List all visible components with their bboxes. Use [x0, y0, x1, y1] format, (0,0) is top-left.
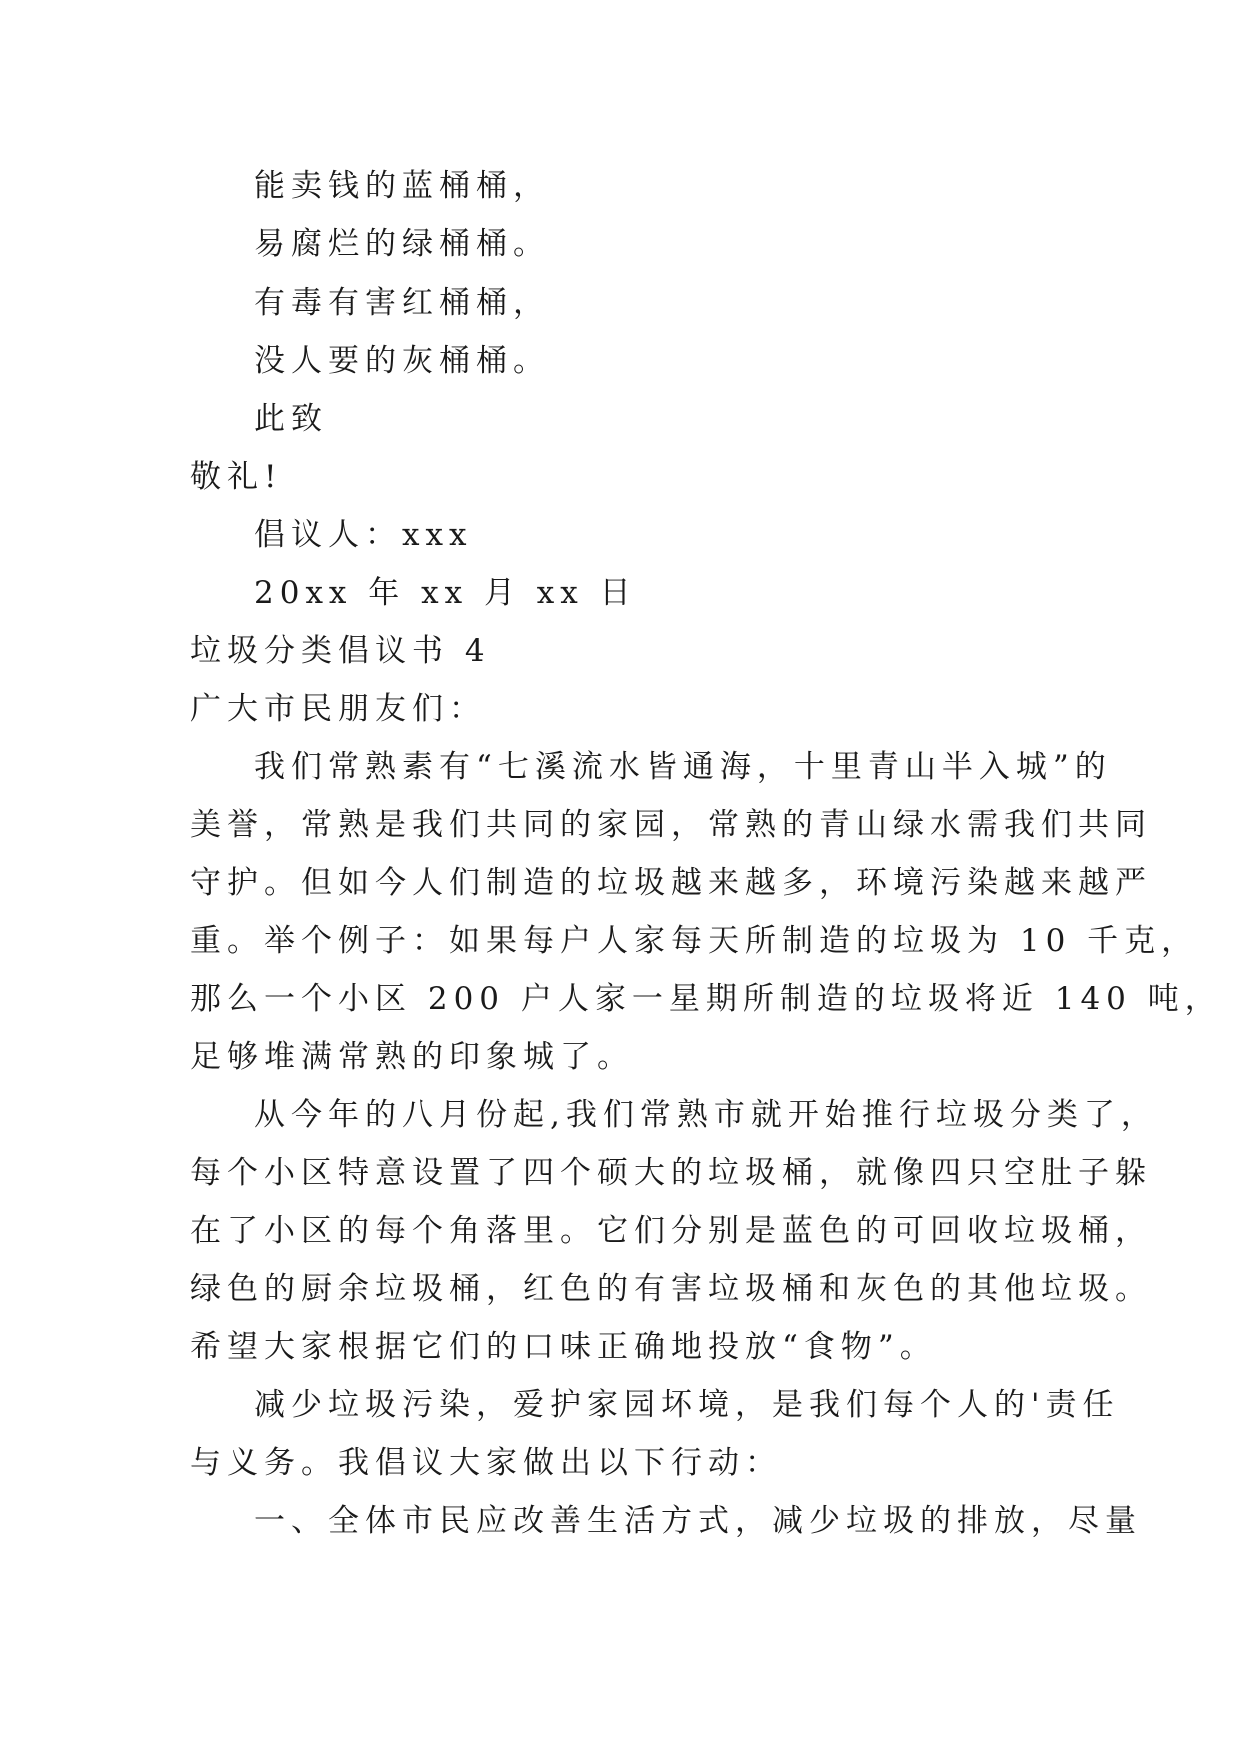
signature-date: 20xx 年 xx 月 xx 日: [254, 575, 637, 611]
poem-line-2: 易腐烂的绿桶桶。: [254, 226, 550, 262]
greeting: 广大市民朋友们：: [190, 691, 486, 727]
section-title: 垃圾分类倡议书 4: [190, 633, 491, 669]
paragraph-1-line-1: 我们常熟素有“七溪流水皆通海，十里青山半入城”的: [254, 749, 1112, 785]
paragraph-3-line-1: 减少垃圾污染，爱护家园坏境，是我们每个人的'责任: [254, 1387, 1120, 1423]
closing-regards: 敬礼!: [190, 459, 283, 495]
paragraph-2-line-1: 从今年的八月份起,我们常熟市就开始推行垃圾分类了，: [254, 1097, 1158, 1133]
paragraph-1-line-4: 重。举个例子：如果每户人家每天所制造的垃圾为 10 千克，: [190, 923, 1199, 959]
paragraph-4-line-1: 一、全体市民应改善生活方式，减少垃圾的排放，尽量: [254, 1503, 1142, 1539]
paragraph-2-line-5: 希望大家根据它们的口味正确地投放“食物”。: [190, 1329, 937, 1365]
poem-line-3: 有毒有害红桶桶，: [254, 285, 550, 321]
paragraph-1-line-3: 守护。但如今人们制造的垃圾越来越多，环境污染越来越严: [190, 865, 1152, 901]
paragraph-2-line-3: 在了小区的每个角落里。它们分别是蓝色的可回收垃圾桶，: [190, 1213, 1152, 1249]
poem-line-4: 没人要的灰桶桶。: [254, 343, 550, 379]
paragraph-2-line-2: 每个小区特意设置了四个硕大的垃圾桶，就像四只空肚子躲: [190, 1155, 1152, 1191]
closing-salutation: 此致: [254, 401, 328, 437]
paragraph-3-line-2: 与义务。我倡议大家做出以下行动：: [190, 1445, 782, 1481]
poem-line-1: 能卖钱的蓝桶桶，: [254, 168, 550, 204]
signature-proposer: 倡议人：xxx: [254, 517, 473, 553]
paragraph-2-line-4: 绿色的厨余垃圾桶，红色的有害垃圾桶和灰色的其他垃圾。: [190, 1271, 1152, 1307]
paragraph-1-line-6: 足够堆满常熟的印象城了。: [190, 1039, 634, 1075]
paragraph-1-line-5: 那么一个小区 200 户人家一星期所制造的垃圾将近 140 吨，: [190, 981, 1222, 1017]
paragraph-1-line-2: 美誉，常熟是我们共同的家园，常熟的青山绿水需我们共同: [190, 807, 1152, 843]
